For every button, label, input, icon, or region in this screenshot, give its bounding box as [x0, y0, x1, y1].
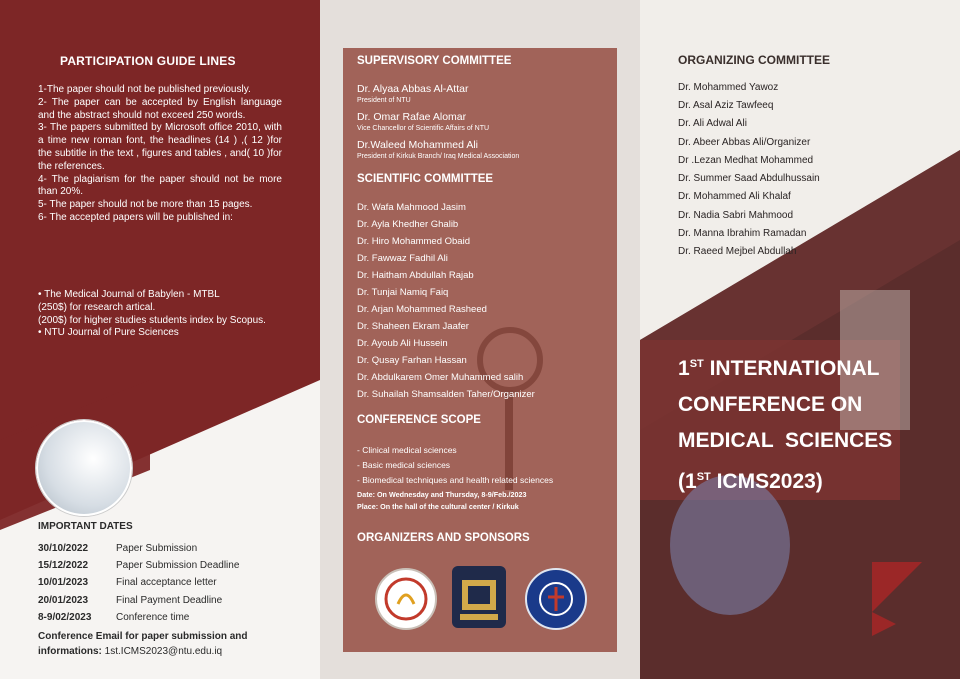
supervisory-heading: SUPERVISORY COMMITTEE [357, 55, 512, 67]
date-row [38, 577, 239, 594]
email-label: Conference Email for paper submission and informations: [38, 631, 248, 657]
ntu-college-logo [525, 568, 587, 630]
date-value: 20/01/2023 [38, 594, 89, 606]
organizing-member: Dr. Summer Saad Abdulhussain [678, 173, 820, 184]
scientific-member: Dr. Hiro Mohammed Obaid [357, 236, 470, 247]
middle-panel [320, 0, 640, 679]
scope-item: - Basic medical sciences [357, 460, 451, 470]
date-label: Conference time [116, 611, 190, 623]
organizing-member: Dr. Mohammed Yawoz [678, 82, 779, 93]
organizing-member: Dr. Raeed Mejbel Abdullah [678, 246, 797, 257]
conference-date-line: Date: On Wednesday and Thursday, 8-9/Feb./2023 [357, 490, 527, 499]
date-value: 10/01/2023 [38, 577, 89, 589]
stethoscope-photo [36, 420, 132, 516]
organizing-member: Dr. Mohammed Ali Khalaf [678, 191, 791, 202]
rule-item: 1-The paper should not be published previously. [38, 84, 251, 95]
supervisor-name: Dr.Waleed Mohammed Ali [357, 139, 478, 151]
medical-association-emblem [377, 570, 435, 628]
rule-item: 5- The paper should not be more than 15 pages. [38, 199, 253, 211]
conference-email-block [38, 629, 298, 659]
title-line-3: MEDICAL SCIENCES [678, 429, 893, 452]
rule-item: 3- The papers submitted by Microsoft office 2010, with a time new roman font, the headlines (14 ) ,( 12 )for the subtitle in the text , figures and tables , and( 10 )for the references. [38, 122, 282, 172]
scientific-heading: SCIENTIFIC COMMITTEE [357, 173, 494, 185]
medical-association-logo [375, 568, 437, 630]
title-line-2: CONFERENCE ON [678, 393, 863, 416]
supervisor-role: President of NTU [357, 97, 411, 104]
email-link[interactable]: 1st.ICMS2023@ntu.edu.iq [104, 646, 223, 657]
participation-rules [38, 84, 282, 225]
date-value: 15/12/2022 [38, 560, 89, 572]
conference-title [678, 346, 892, 500]
organizing-member: Dr. Nadia Sabri Mahmood [678, 210, 794, 221]
scope-item: - Clinical medical sciences [357, 445, 457, 455]
sponsors-heading: ORGANIZERS AND SPONSORS [357, 532, 530, 544]
date-row [38, 595, 239, 612]
organizing-heading: ORGANIZING COMMITTEE [678, 53, 830, 67]
scientific-member: Dr. Suhailah Shamsalden Taher/Organizer [357, 389, 535, 400]
date-label: Final acceptance letter [116, 577, 217, 589]
scientific-member: Dr. Shaheen Ekram Jaafer [357, 321, 469, 332]
rule-item: 2- The paper can be accepted by English language and the abstract should not exceed 250 words. [38, 96, 282, 121]
date-row [38, 560, 239, 577]
scientific-member: Dr. Wafa Mahmood Jasim [357, 202, 466, 213]
left-panel [0, 0, 320, 679]
scientific-member: Dr. Haitham Abdullah Rajab [357, 270, 474, 281]
scientific-member: Dr. Arjan Mohammed Rasheed [357, 304, 487, 315]
date-label: Final Payment Deadline [116, 594, 223, 606]
rule-item: 6- The accepted papers will be published in: [38, 211, 233, 223]
scope-heading: CONFERENCE SCOPE [357, 414, 481, 426]
scientific-member: Dr. Ayla Khedher Ghalib [357, 219, 459, 230]
date-label: Paper Submission Deadline [116, 560, 240, 572]
publication-item: • The Medical Journal of Babylen - MTBL [38, 289, 220, 300]
university-emblem [452, 566, 506, 628]
scientific-member: Dr. Abdulkarem Omer Muhammed salih [357, 372, 524, 383]
organizing-member: Dr. Abeer Abbas Ali/Organizer [678, 137, 811, 148]
important-dates-heading: IMPORTANT DATES [38, 521, 133, 532]
right-panel [640, 0, 960, 679]
supervisor-name: Dr. Omar Rafae Alomar [357, 111, 467, 123]
organizing-member: Dr. Ali Adwal Ali [678, 118, 747, 129]
publication-item: • NTU Journal of Pure Sciences [38, 327, 179, 339]
scientific-member: Dr. Fawwaz Fadhil Ali [357, 253, 448, 264]
organizing-member: Dr. Manna Ibrahim Ramadan [678, 228, 807, 239]
supervisor-role: President of Kirkuk Branch/ Iraq Medical Association [357, 153, 520, 160]
title-line-1: 1ST INTERNATIONAL [678, 357, 880, 380]
scope-item: - Biomedical techniques and health related sciences [357, 475, 554, 485]
supervisor-name: Dr. Alyaa Abbas Al-Attar [357, 83, 469, 95]
conference-place-line: Place: On the hall of the cultural center / Kirkuk [357, 502, 519, 511]
date-row [38, 612, 239, 629]
date-value: 8-9/02/2023 [38, 611, 92, 623]
title-line-4: (1ST ICMS2023) [678, 470, 823, 493]
organizing-member: Dr. Asal Aziz Tawfeeq [678, 100, 774, 111]
scientific-member: Dr. Qusay Farhan Hassan [357, 355, 467, 366]
date-label: Paper Submission [116, 543, 198, 554]
participation-heading: PARTICIPATION GUIDE LINES [60, 54, 236, 68]
organizing-member: Dr .Lezan Medhat Mohammed [678, 155, 814, 166]
scientific-member: Dr. Ayoub Ali Hussein [357, 338, 448, 349]
university-logo [452, 566, 506, 628]
date-row [38, 543, 239, 560]
ntu-college-emblem [527, 570, 585, 628]
publication-item: (250$) for research artical. [38, 301, 156, 313]
supervisor-role: Vice Chancellor of Scientific Affairs of NTU [357, 125, 490, 132]
publication-item: (200$) for higher studies students index by Scopus. [38, 314, 266, 326]
publication-list [38, 289, 282, 340]
date-value: 30/10/2022 [38, 543, 89, 554]
important-dates-table [38, 543, 239, 629]
scientific-member: Dr. Tunjai Namiq Faiq [357, 287, 449, 298]
rule-item: 4- The plagiarism for the paper should not be more than 20%. [38, 173, 282, 198]
